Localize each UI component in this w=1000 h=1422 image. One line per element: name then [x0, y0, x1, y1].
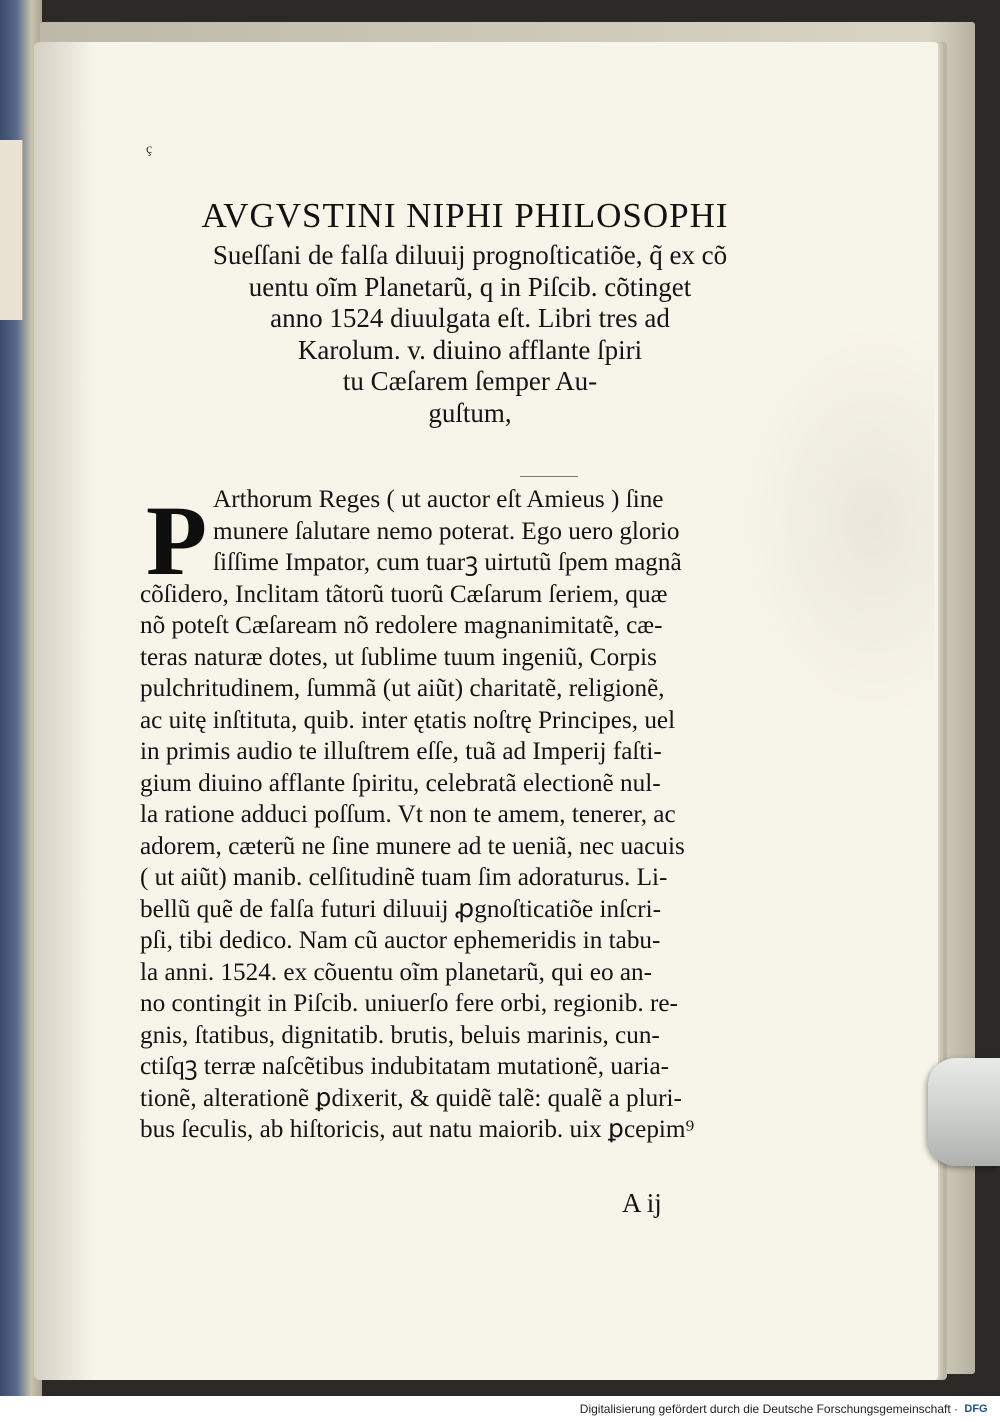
body-line: bus ſeculis, ab hiſtoricis, aut natu maiorib. uix ꝑcepim⁹ [140, 1116, 695, 1143]
left-page-scrap [0, 140, 23, 320]
body-line: munere ſalutare nemo poterat. Ego uero glorio [213, 517, 680, 545]
heading-line: Karolum. v. diuino afflante ſpiri [297, 334, 643, 365]
body-line: la anni. 1524. ex cõuentu oĩm planetarũ, qui eo an- [140, 958, 652, 986]
heading-line: guſtum, [428, 397, 512, 428]
body-line: teras naturæ dotes, ut ſublime tuum ingeniũ, Corpis [140, 643, 657, 671]
heading-separator-rule [520, 476, 578, 477]
body-line: cõſidero, Inclitam tãtorũ tuorũ Cæſarum ſeriem, quæ [140, 580, 668, 608]
funding-credit: Digitalisierung gefördert durch die Deutsche Forschungsgemeinschaft · [579, 1402, 958, 1416]
body-line: gnis, ſtatibus, dignitatib. brutis, beluis marinis, cun- [140, 1021, 660, 1049]
page-clip [928, 1058, 1000, 1166]
heading-line: Sueſſani de falſa diluuij prognoſticatiõe, q̃ ex cõ [212, 240, 728, 270]
heading-line: uentu oĩm Planetarũ, q in Piſcib. cõtinget [248, 271, 692, 302]
heading-line: tu Cæſarem ſemper Au- [342, 366, 598, 396]
body-line: ctiſqꝫ terræ naſcẽtibus indubitatam mutationẽ, uaria- [140, 1053, 670, 1080]
body-line: adorem, cæterũ ne ſine munere ad te ueniã, nec uacuis [140, 832, 685, 860]
body-line: gium diuino afflante ſpiritu, celebratã electionẽ nul- [140, 769, 661, 797]
body-line: nõ poteſt Cæſaream nõ redolere magnanimitatẽ, cæ- [140, 612, 663, 639]
drop-capital: P [146, 485, 208, 596]
body-line: no contingit in Piſcib. uniuerſo fere orbi, regionib. re- [140, 990, 678, 1017]
heading-line: anno 1524 diuulgata eſt. Libri tres ad [270, 303, 670, 333]
body-line: la ratione adduci poſſum. Vt non te amem, tenerer, ac [140, 801, 676, 828]
dfg-logo: DFG [964, 1403, 988, 1415]
body-line: pulchritudinem, ſummã (ut aiũt) charitatẽ, religionẽ, [140, 675, 665, 702]
body-line: pſi, tibi dedico. Nam cũ auctor ephemeridis in tabu- [140, 927, 661, 954]
heading-subtitle [140, 240, 800, 429]
body-line: ſiſſime Impator, cum tuarꝫ uirtutũ ſpem magnã [213, 549, 682, 576]
body-line: Arthorum Reges ( ut auctor eſt Amieus ) ſine [213, 486, 664, 513]
body-line: ( ut aiũt) manib. celſitudinẽ tuam ſim adoraturus. Li- [140, 864, 668, 891]
body-line: ac uitę inſtituta, quib. inter ętatis noſtrę Principes, uel [140, 706, 676, 734]
body-line: bellũ quẽ de falſa futuri diluuij ꝓgnoſticatiõe inſcri- [140, 895, 662, 923]
heading-title-line: AVGVSTINI NIPHI PHILOSOPHI [201, 196, 729, 235]
body-line: in primis audio te illuſtrem eſſe, tuã ad Imperij faſti- [140, 738, 662, 765]
body-text [140, 484, 780, 1146]
page-mark: ç [146, 142, 153, 157]
body-line: tionẽ, alterationẽ ꝑdixerit, & quidẽ talẽ: qualẽ a pluri- [140, 1084, 682, 1112]
signature-mark: A ij [622, 1188, 662, 1218]
